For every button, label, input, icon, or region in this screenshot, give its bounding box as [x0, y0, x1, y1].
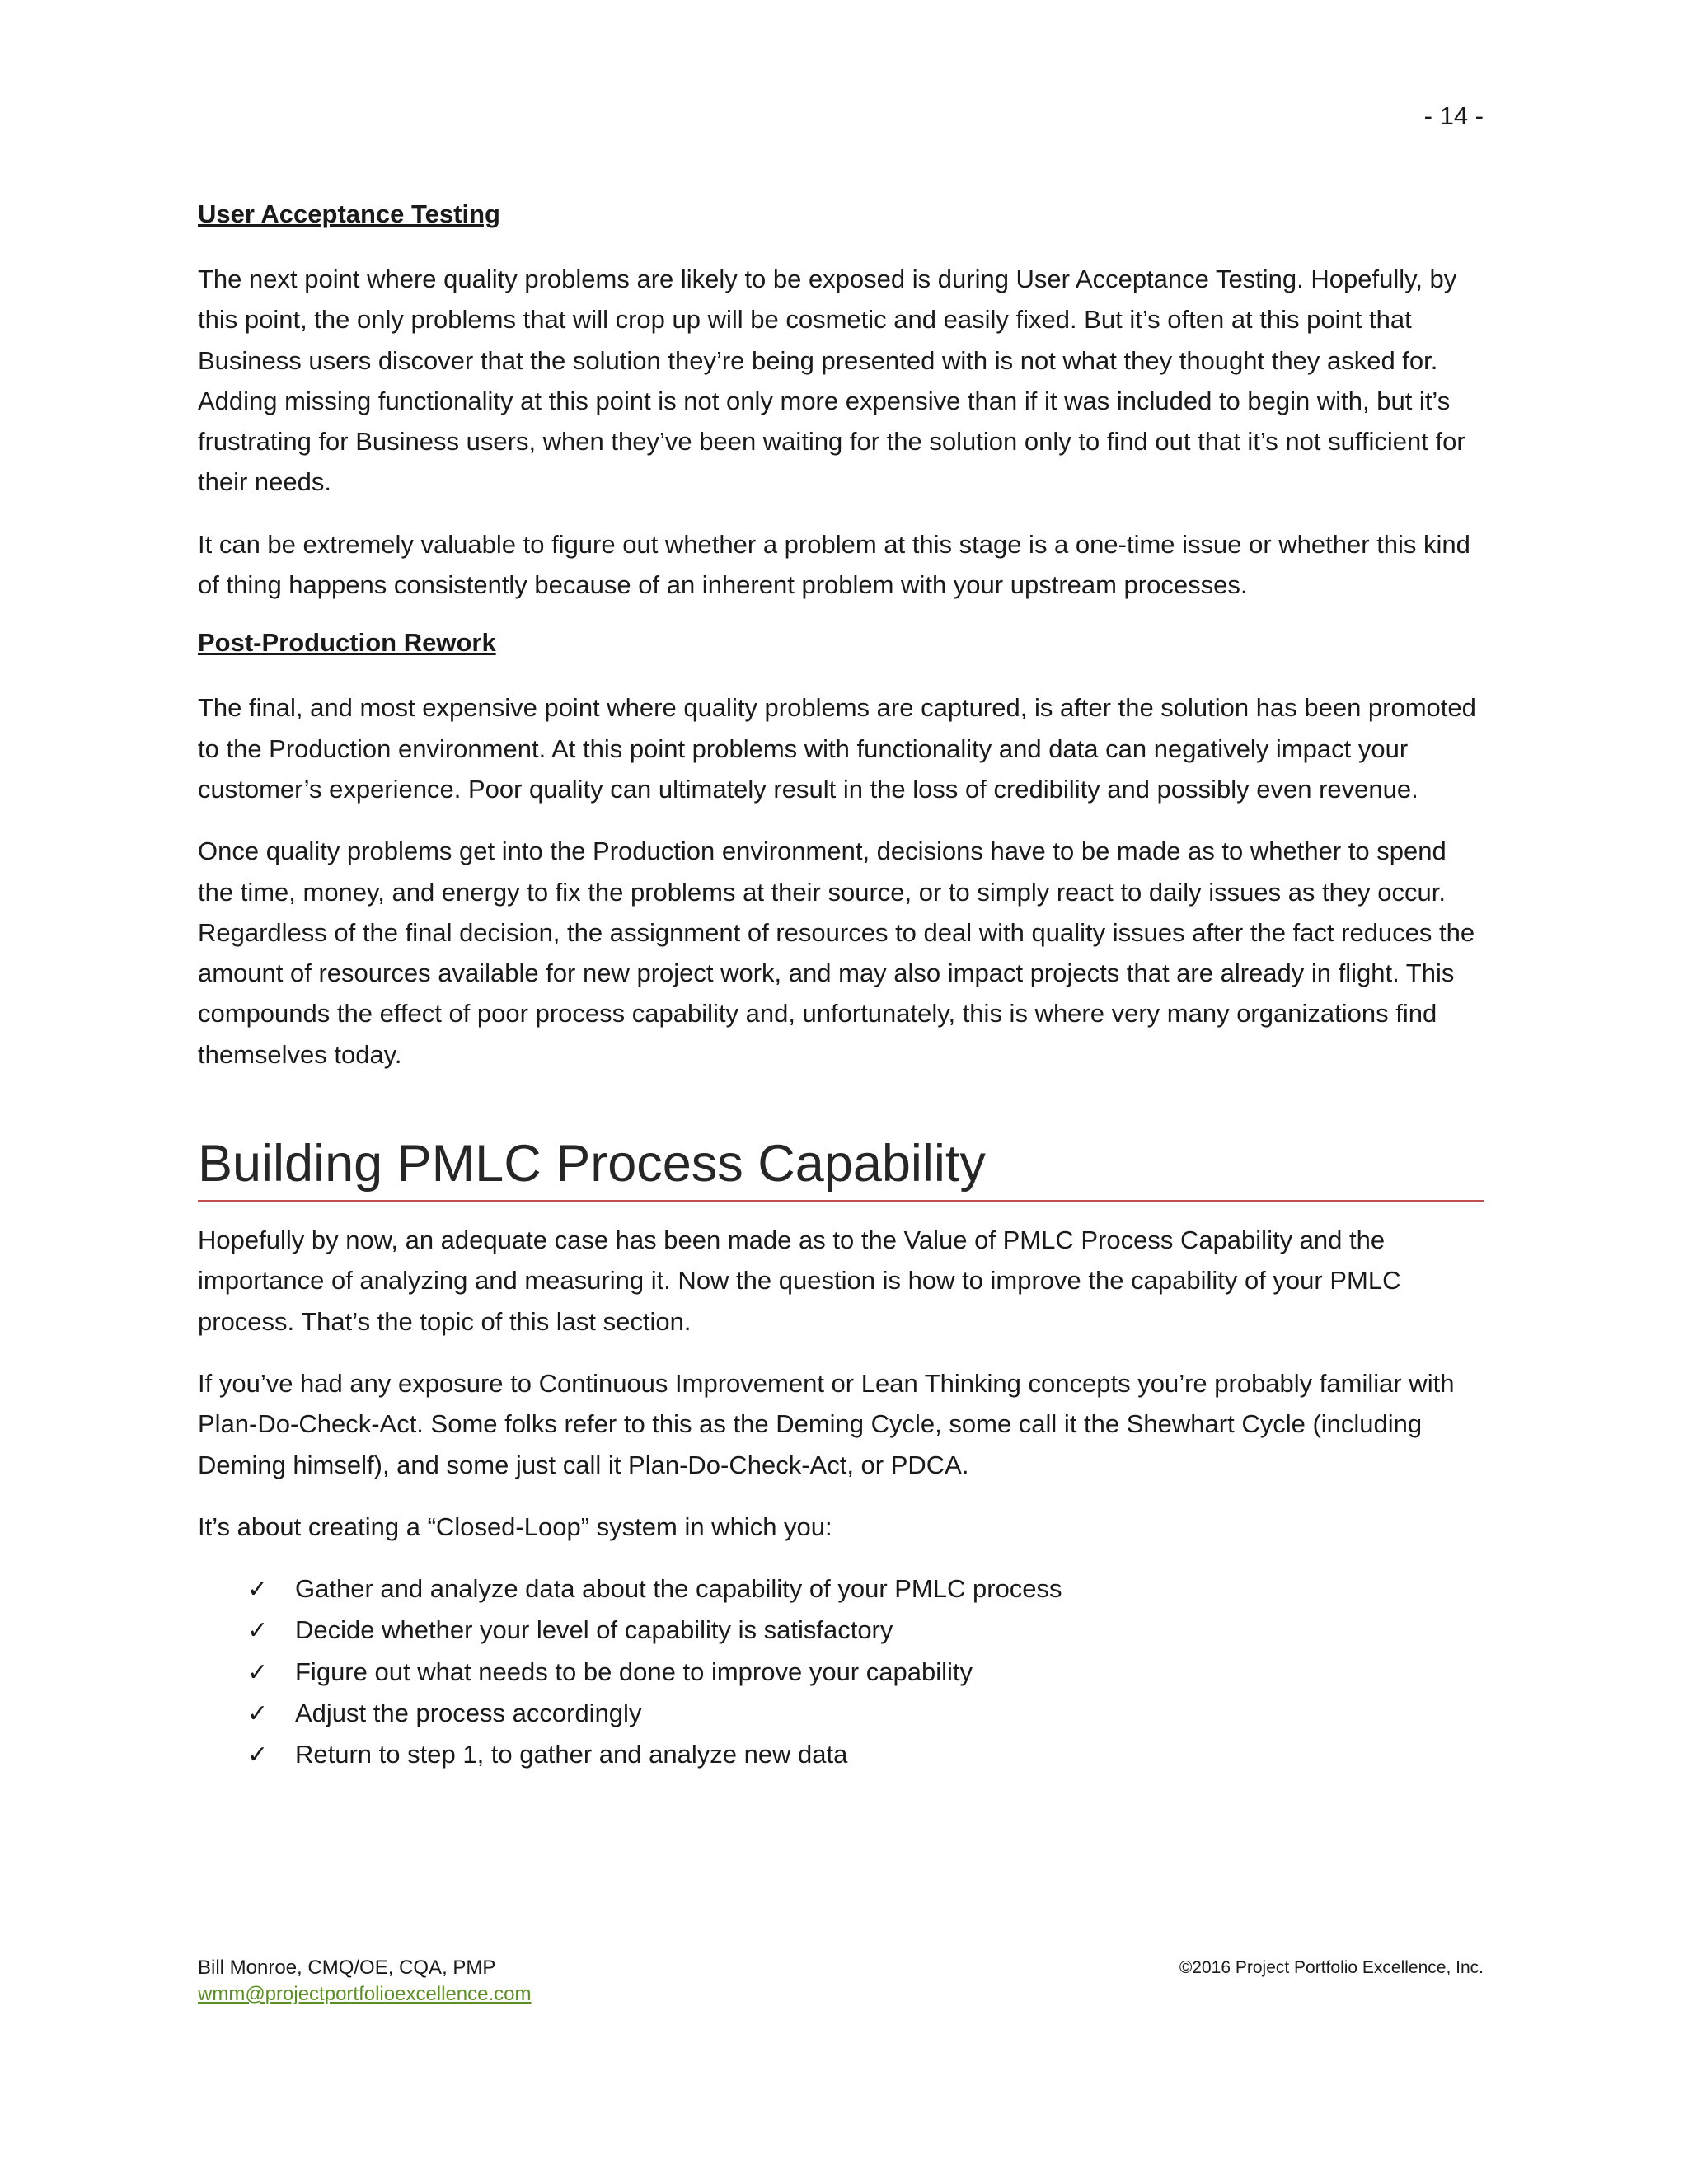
- paragraph: It’s about creating a “Closed-Loop” system in which you:: [198, 1511, 832, 1541]
- checklist-item: [247, 1693, 1484, 1734]
- footer-email-link[interactable]: wmm@projectportfolioexcellence.com: [198, 1983, 532, 2005]
- checklist-item: [247, 1568, 1484, 1610]
- checklist: [198, 1568, 1484, 1775]
- checkmark-icon: ✓: [247, 1657, 269, 1687]
- section-heading-user-acceptance-testing: User Acceptance Testing: [198, 199, 500, 228]
- footer-author-block: [198, 1955, 532, 2008]
- paragraph: Hopefully by now, an adequate case has been made as to the Value of PMLC Process Capability and the importance of analyzing and measuring it. Now the question is how to improve the capability of your PMLC process. That’s the topic of this last section.: [198, 1226, 1401, 1336]
- paragraph: The final, and most expensive point where quality problems are captured, is after the solution has been promoted to the Production environment. At this point problems with functionality and data can negatively impact your customer’s experience. Poor quality can ultimately result in the loss of credibility and possibly even revenue.: [198, 693, 1476, 804]
- document-body: [198, 198, 1484, 1776]
- paragraph: It can be extremely valuable to figure out whether a problem at this stage is a one-time issue or whether this kind of thing happens consistently because of an inherent problem with your upstream processes.: [198, 529, 1470, 600]
- checklist-item-text: Adjust the process accordingly: [295, 1699, 642, 1728]
- footer-author: Bill Monroe, CMQ/OE, CQA, PMP: [198, 1957, 496, 1979]
- checklist-item-text: Return to step 1, to gather and analyze new data: [295, 1740, 848, 1769]
- section-heading-post-production-rework: Post-Production Rework: [198, 628, 496, 658]
- paragraph: If you’ve had any exposure to Continuous Improvement or Lean Thinking concepts you’re probably familiar with Plan-Do-Check-Act. Some folks refer to this as the Deming Cycle, some call it the Shewhart Cycle (including Deming himself), and some just call it Plan-Do-Check-Act, or PDCA.: [198, 1368, 1455, 1479]
- checklist-item: [247, 1652, 1484, 1693]
- checklist-item: [247, 1734, 1484, 1775]
- checkmark-icon: ✓: [247, 1616, 269, 1646]
- checklist-item: [247, 1610, 1484, 1651]
- paragraph: Once quality problems get into the Production environment, decisions have to be made as to whether to spend the time, money, and energy to fix the problems at their source, or to simply react to daily issues as they occur. Regardless of the final decision, the assignment of resources to deal with quality issues after the fact reduces the amount of resources available for new project work, and may also impact projects that are already in flight. This compounds the effect of poor process capability and, unfortunately, this is where very many organizations find themselves today.: [198, 837, 1475, 1069]
- checkmark-icon: ✓: [247, 1741, 269, 1770]
- main-heading: Building PMLC Process Capability: [198, 1132, 1484, 1202]
- checklist-item-text: Decide whether your level of capability is satisfactory: [295, 1615, 893, 1645]
- checkmark-icon: ✓: [247, 1699, 269, 1729]
- paragraph: The next point where quality problems are likely to be exposed is during User Acceptance Testing. Hopefully, by this point, the only problems that will crop up will be cosmetic and easily fixed. But it’s often at this point that Business users discover that the solution they’re being presented with is not what they thought they asked for. Adding missing functionality at this point is not only more expensive than if it was included to begin with, but it’s frustrating for Business users, when they’ve been waiting for the solution only to find out that it’s not sufficient for their needs.: [198, 265, 1465, 497]
- footer-copyright: ©2016 Project Portfolio Excellence, Inc.: [1179, 1958, 1484, 1977]
- checklist-item-text: Figure out what needs to be done to improve your capability: [295, 1657, 973, 1686]
- checklist-item-text: Gather and analyze data about the capability of your PMLC process: [295, 1574, 1062, 1604]
- page-number: - 14 -: [1423, 101, 1484, 130]
- checkmark-icon: ✓: [247, 1575, 269, 1605]
